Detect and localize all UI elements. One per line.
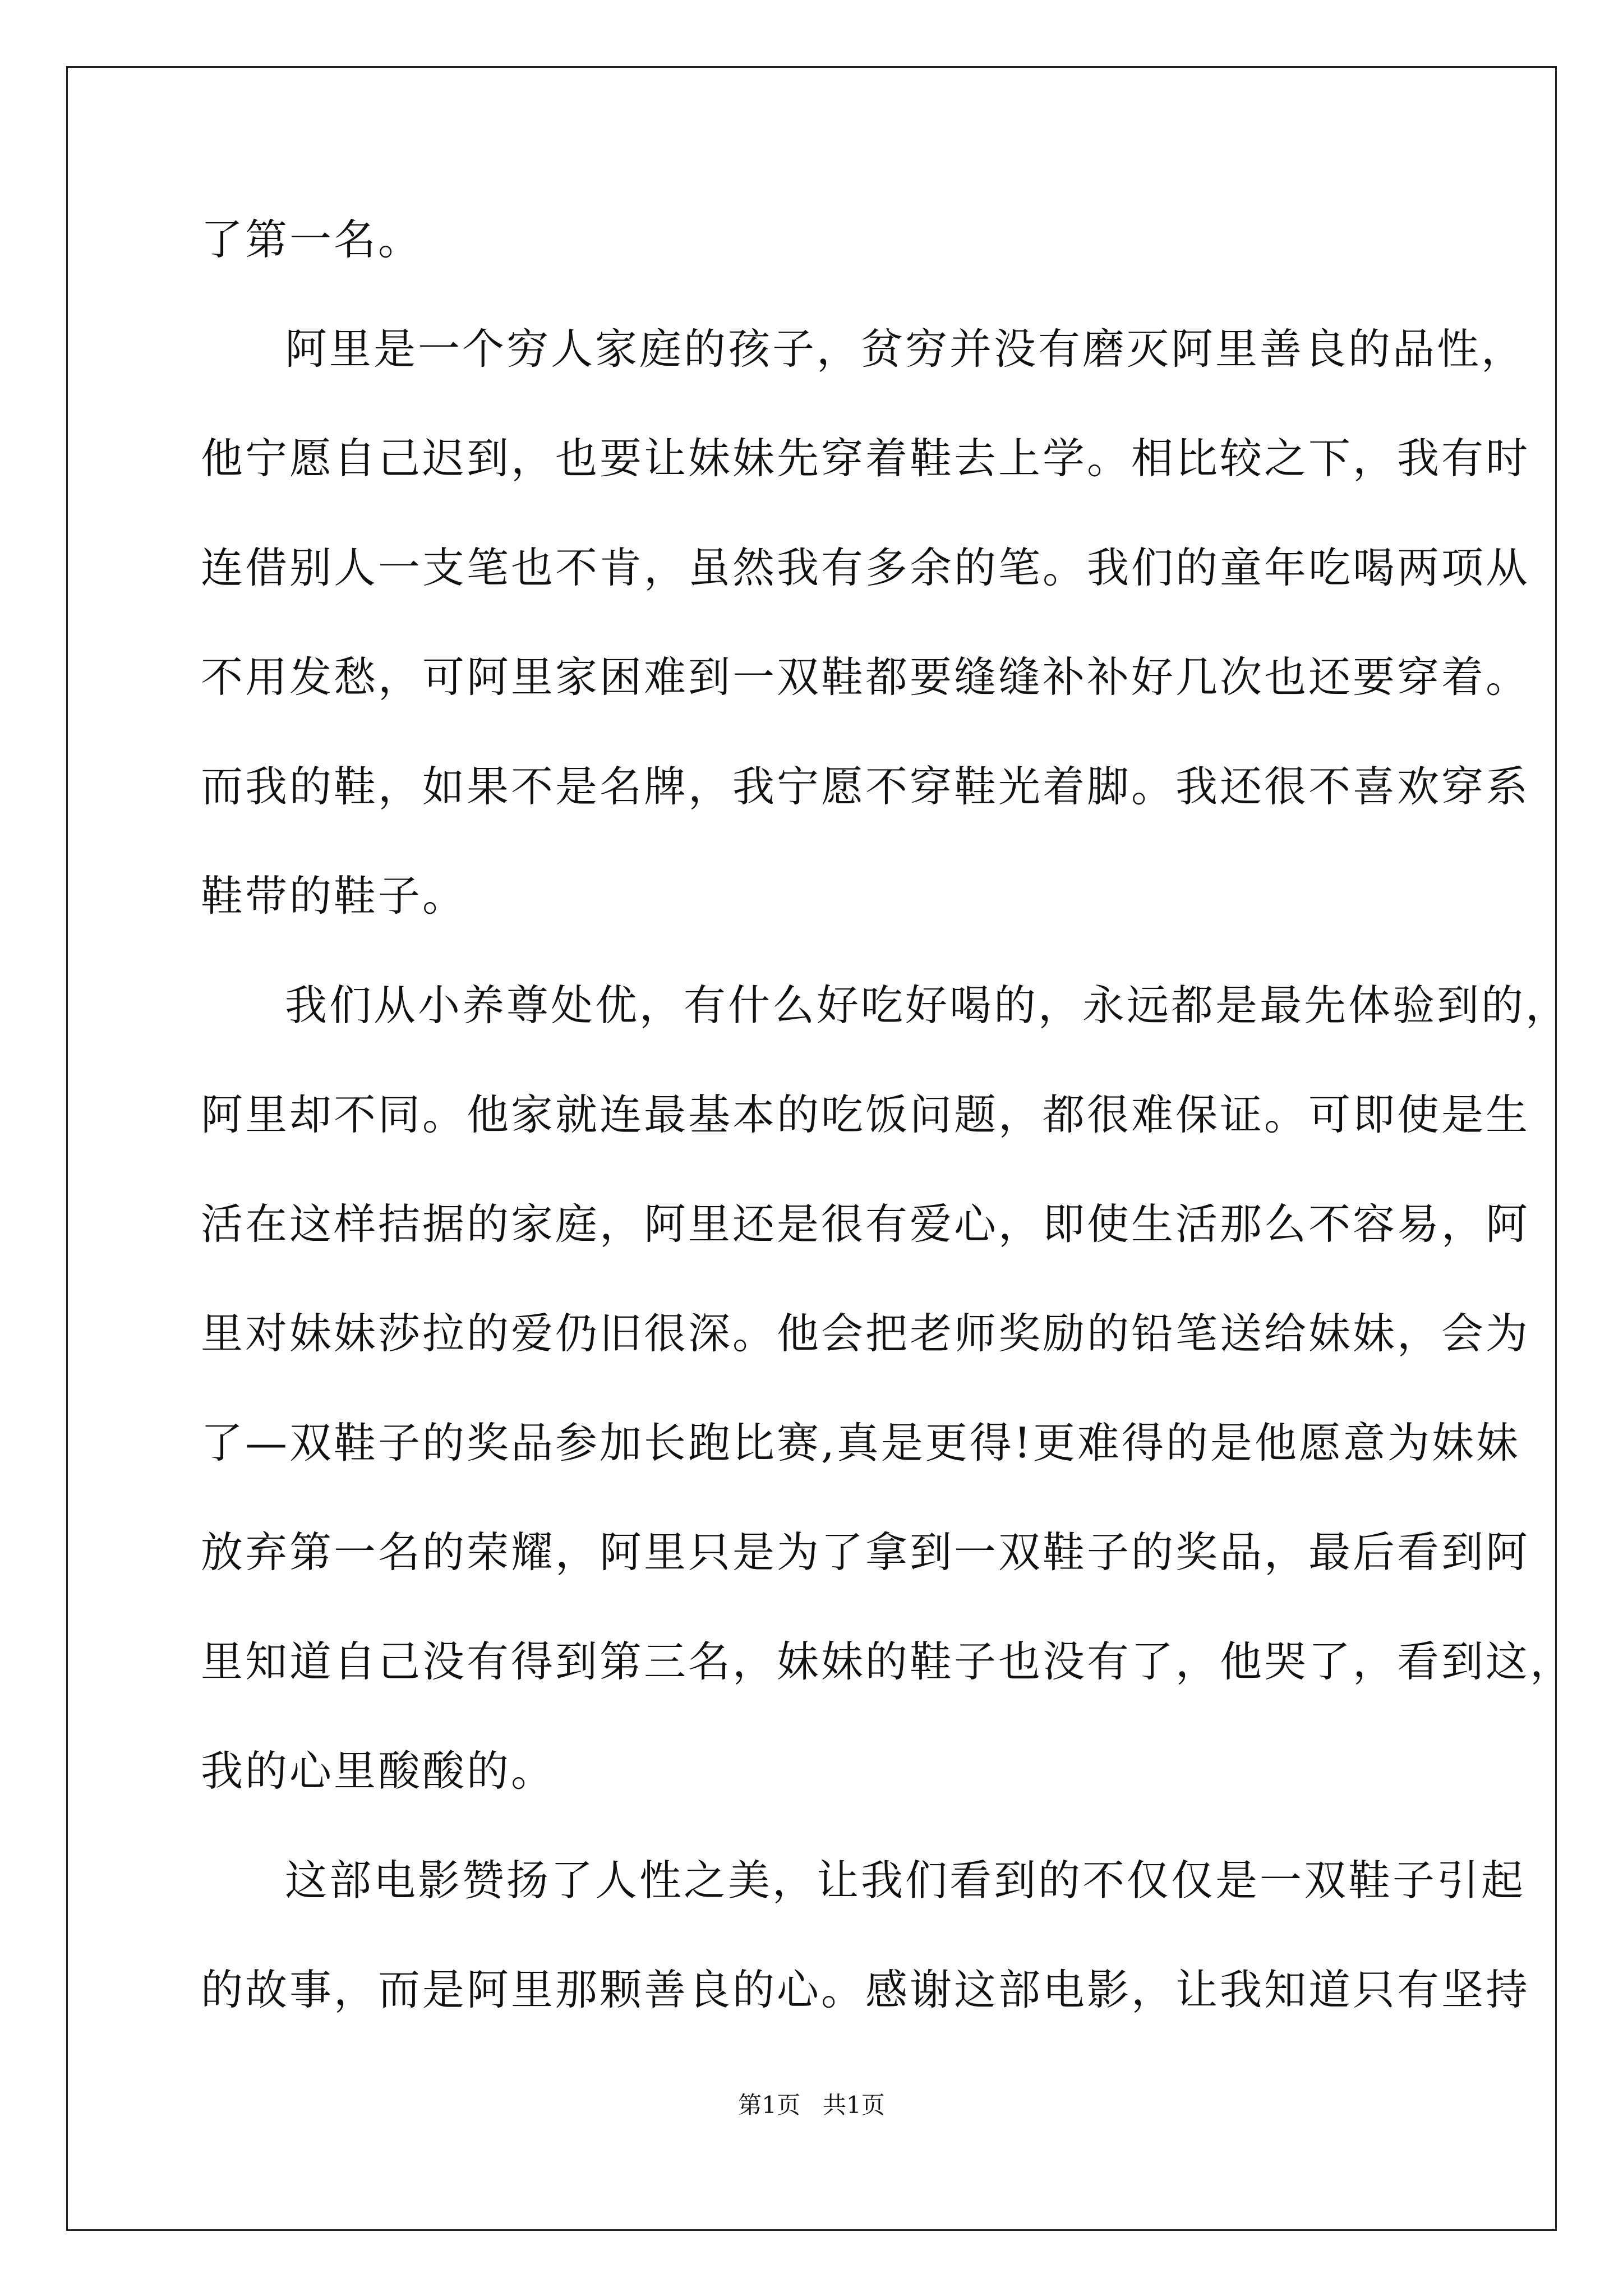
text-line: 阿里却不同。他家就连最基本的吃饭问题，都很难保证。可即使是生 bbox=[201, 1090, 1530, 1139]
document-body bbox=[201, 209, 1575, 2068]
text-line: 而我的鞋，如果不是名牌，我宁愿不穿鞋光着脚。我还很不喜欢穿系 bbox=[201, 762, 1530, 811]
text-line: 活在这样拮据的家庭，阿里还是很有爱心，即使生活那么不容易，阿 bbox=[201, 1199, 1530, 1249]
text-line: 他宁愿自己迟到，也要让妹妹先穿着鞋去上学。相比较之下，我有时 bbox=[201, 434, 1530, 483]
text-line: 了第一名。 bbox=[201, 215, 423, 264]
paragraph-start-line: 这部电影赞扬了人性之美，让我们看到的不仅仅是一双鞋子引起 bbox=[285, 1856, 1526, 1905]
text-line: 连借别人一支笔也不肯，虽然我有多余的笔。我们的童年吃喝两项从 bbox=[201, 543, 1530, 592]
page-footer: 第1页 共1页 bbox=[738, 2091, 885, 2119]
text-line: 不用发愁，可阿里家困难到一双鞋都要缝缝补补好几次也还要穿着。 bbox=[201, 652, 1530, 702]
text-line: 的故事，而是阿里那颗善良的心。感谢这部电影，让我知道只有坚持 bbox=[201, 1965, 1530, 2014]
text-line: 鞋带的鞋子。 bbox=[201, 871, 467, 921]
text-line: 放弃第一名的荣耀，阿里只是为了拿到一双鞋子的奖品，最后看到阿 bbox=[201, 1527, 1530, 1577]
paragraph-start-line: 我们从小养尊处优，有什么好吃好喝的，永远都是最先体验到的， bbox=[285, 981, 1570, 1030]
text-line: 我的心里酸酸的。 bbox=[201, 1746, 556, 1796]
paragraph-start-line: 阿里是一个穷人家庭的孩子，贫穷并没有磨灭阿里善良的品性， bbox=[285, 324, 1526, 374]
text-line: 里对妹妹莎拉的爱仍旧很深。他会把老师奖励的铅笔送给妹妹，会为 bbox=[201, 1309, 1530, 1358]
text-line: 了—双鞋子的奖品参加长跑比赛,真是更得!更难得的是他愿意为妹妹 bbox=[201, 1418, 1520, 1467]
text-line: 里知道自己没有得到第三名，妹妹的鞋子也没有了，他哭了，看到这， bbox=[201, 1637, 1575, 1686]
